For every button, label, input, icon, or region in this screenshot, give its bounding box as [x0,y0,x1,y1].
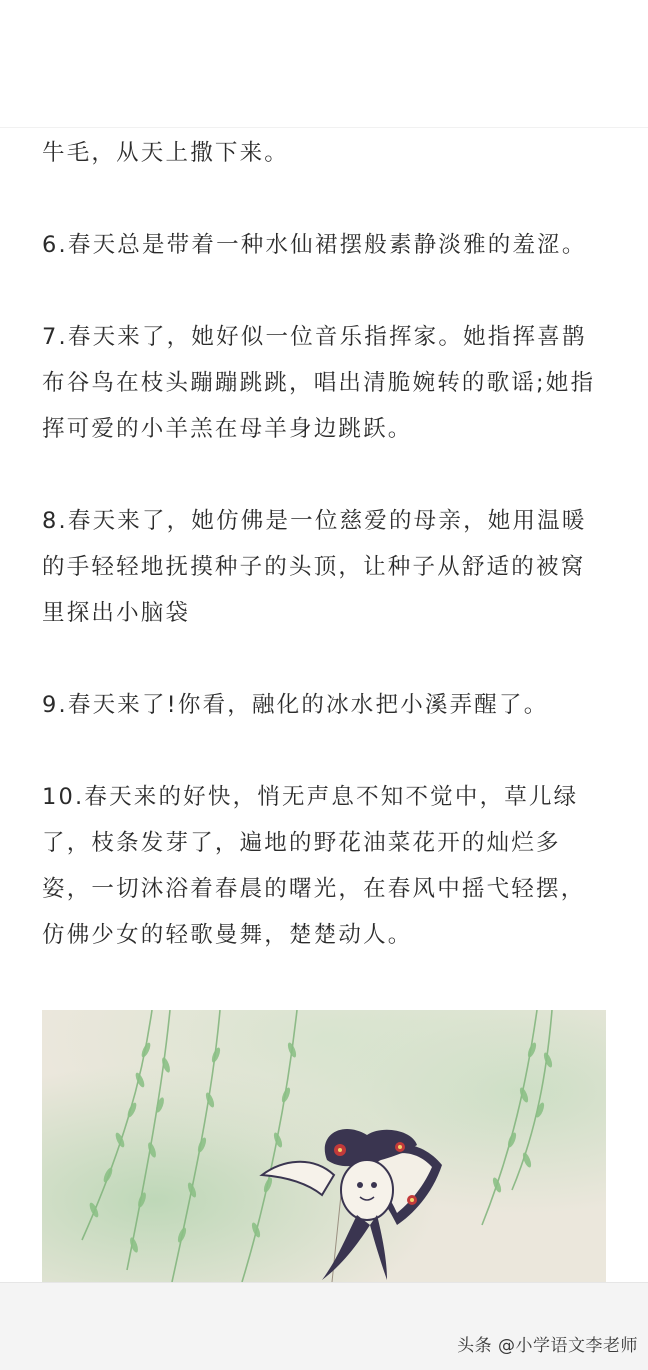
paragraph-7: 7.春天来了，她好似一位音乐指挥家。她指挥喜鹊布谷鸟在枝头蹦蹦跳跳，唱出清脆婉转的歌谣;她指挥可爱的小羊羔在母羊身边跳跃。 [42,324,596,442]
article-body [42,130,608,958]
source-watermark: 头条 @小学语文李老师 [457,1336,638,1356]
bottom-bar [0,1282,648,1370]
paragraph-10: 10.春天来的好快，悄无声息不知不觉中，草儿绿了，枝条发芽了，遍地的野花油菜花开的灿烂多姿，一切沐浴着春晨的曙光，在春风中摇弋轻摆，仿佛少女的轻歌曼舞，楚楚动人。 [42,784,586,948]
paragraph-9: 9.春天来了!你看，融化的冰水把小溪弄醒了。 [42,692,549,718]
paragraph-8: 8.春天来了，她仿佛是一位慈爱的母亲，她用温暖的手轻轻地抚摸种子的头顶，让种子从舒适的被窝里探出小脑袋 [42,508,587,626]
willow-kite-painting [42,1010,606,1282]
paragraph-6: 6.春天总是带着一种水仙裙摆般素静淡雅的羞涩。 [42,232,587,258]
top-blank-area [0,0,648,128]
paragraph-continuation: 牛毛，从天上撒下来。 [42,140,290,166]
top-divider [0,127,648,128]
article-illustration [42,1010,606,1282]
